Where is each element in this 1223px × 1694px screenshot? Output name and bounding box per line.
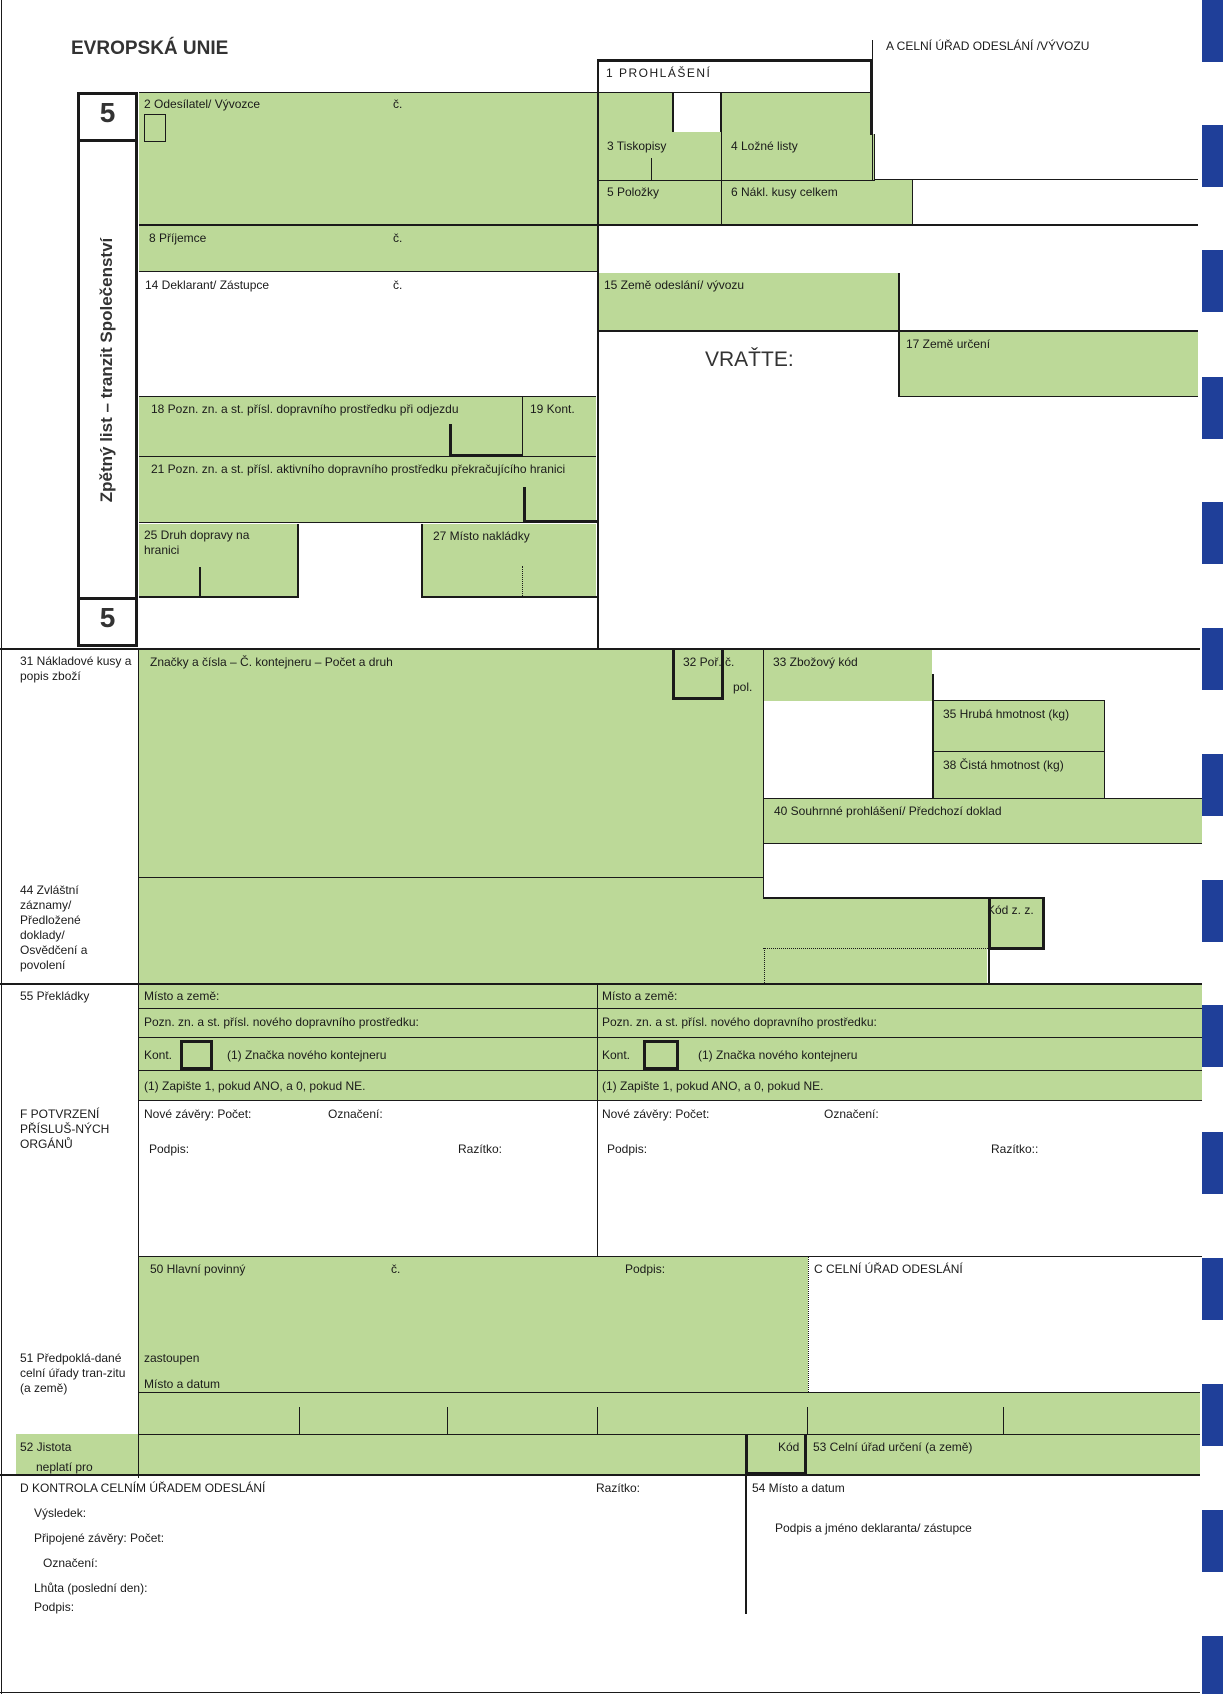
edge-mark (1202, 125, 1223, 187)
seals-count-right: Nové závěry: Počet: (602, 1107, 710, 1121)
box-15-label: 15 Země odeslání/ vývozu (604, 278, 745, 292)
transit-place-left: Místo a země: (144, 989, 220, 1003)
document-title: EVROPSKÁ UNIE (71, 38, 229, 59)
box-53-label: 53 Celní úřad určení (a země) (813, 1440, 973, 1454)
box-52-code-label: Kód (778, 1440, 800, 1454)
box-35-label: 35 Hrubá hmotnost (kg) (943, 707, 1070, 721)
box-d-result: Výsledek: (34, 1506, 87, 1520)
box-40-label: 40 Souhrnné prohlášení/ Předchozí doklad (774, 804, 1002, 818)
box-52-53-field[interactable] (16, 1434, 1200, 1474)
copy-number-bottom-text: 5 (99, 602, 116, 633)
box-d-signature: Podpis: (34, 1600, 75, 1614)
box-32-sublabel: pol. (733, 680, 753, 694)
box-50-signature-label: Podpis: (625, 1262, 666, 1276)
edge-mark (1202, 1510, 1223, 1572)
box-d-seals-marks: Označení: (43, 1556, 98, 1570)
stamp-left: Razítko: (458, 1142, 503, 1156)
box-54-signature: Podpis a jméno deklaranta/ zástupce (775, 1521, 972, 1535)
box-50-number-label: č. (391, 1262, 401, 1276)
box-4-label: 4 Ložné listy (731, 139, 798, 153)
signature-left: Podpis: (149, 1142, 190, 1156)
edge-mark (1202, 250, 1223, 312)
transit-means-right: Pozn. zn. a st. přísl. nového dopravního prostředku: (602, 1015, 877, 1029)
box-55-label: 55 Překládky (20, 989, 90, 1003)
box-31-sublabel: Značky a čísla – Č. kontejneru – Počet a druh (150, 655, 393, 669)
edge-mark (1202, 502, 1223, 564)
box-2-number-label: č. (393, 97, 403, 111)
edge-mark (1202, 754, 1223, 816)
edge-mark (1202, 1258, 1223, 1320)
box-44-right-field[interactable] (763, 897, 987, 983)
edge-mark (1202, 1005, 1223, 1067)
box-d-stamp: Razítko: (596, 1481, 641, 1495)
kont-checkbox-right[interactable] (643, 1040, 679, 1070)
transit-kont-right: Kont. (602, 1048, 631, 1062)
box-2-checkbox[interactable] (144, 114, 166, 142)
box-8-number-label: č. (393, 231, 403, 245)
edge-mark (1202, 1132, 1223, 1194)
box-33-label: 33 Zbožový kód (773, 655, 858, 669)
box-21-label: 21 Pozn. zn. a st. přísl. aktivního dopravního prostředku překračujícího hranici (151, 462, 566, 476)
box-18-label: 18 Pozn. zn. a st. přísl. dopravního prostředku při odjezdu (151, 402, 459, 416)
edge-mark (1202, 1636, 1223, 1694)
return-label: VRAŤTE: (705, 348, 794, 371)
signature-right: Podpis: (607, 1142, 648, 1156)
box-31-label: 31 Nákladové kusy a popis zboží (20, 654, 132, 683)
box-8-field[interactable] (139, 225, 597, 271)
box-51-label: 51 Předpoklá-dané celní úřady tran-zitu (a země) (20, 1351, 126, 1395)
box-21-notch (523, 487, 597, 523)
box-31-field[interactable] (139, 650, 763, 877)
box-19-label: 19 Kont. (530, 402, 575, 416)
box-44-label: 44 Zvláštní záznamy/ Předložené doklady/ Osvědčení a povolení (20, 883, 88, 972)
box-52-sublabel: neplatí pro (36, 1460, 93, 1474)
transit-place-right: Místo a země: (602, 989, 678, 1003)
box-f-label: F POTVRZENÍ PŘÍSLUŠ-NÝCH ORGÁNŮ (20, 1107, 110, 1151)
box-44-code-label: Kód z. z. (987, 903, 1034, 917)
stamp-right: Razítko:: (991, 1142, 1039, 1156)
box-44-field[interactable] (139, 877, 763, 983)
box-d-label: D KONTROLA CELNÍM ÚŘADEM ODESLÁNÍ (20, 1481, 266, 1495)
transit-kont-left: Kont. (144, 1048, 173, 1062)
edge-mark (1202, 0, 1223, 62)
box-c-label: C CELNÍ ÚŘAD ODESLÁNÍ (814, 1262, 963, 1276)
box-2-label: 2 Odesílatel/ Vývozce (144, 97, 261, 111)
box-18-notch (449, 424, 522, 457)
transit-note-right: (1) Zapište 1, pokud ANO, a 0, pokud NE. (602, 1079, 824, 1093)
seals-marks-right: Označení: (824, 1107, 879, 1121)
box-50-represented: zastoupen (144, 1351, 200, 1365)
box-14-number-label: č. (393, 278, 403, 292)
box-8-label: 8 Příjemce (149, 231, 207, 245)
box-50-place-date: Místo a datum (144, 1377, 221, 1391)
kont-checkbox-left[interactable] (180, 1040, 213, 1070)
box-50-label: 50 Hlavní povinný (150, 1262, 246, 1276)
box-2-field[interactable] (139, 92, 597, 225)
edge-mark (1202, 880, 1223, 942)
box-50-field[interactable] (139, 1256, 808, 1392)
box-5-label: 5 Položky (607, 185, 660, 199)
box-38-label: 38 Čistá hmotnost (kg) (943, 758, 1064, 772)
seals-count-left: Nové závěry: Počet: (144, 1107, 252, 1121)
transit-container-right: (1) Značka nového kontejneru (698, 1048, 858, 1062)
copy-number-top-text: 5 (99, 97, 116, 128)
edge-mark (1202, 377, 1223, 439)
box-6-label: 6 Nákl. kusy celkem (731, 185, 838, 199)
edge-mark (1202, 1384, 1223, 1446)
box-d-seals-count: Připojené závěry: Počet: (34, 1531, 165, 1545)
transit-container-left: (1) Značka nového kontejneru (227, 1048, 387, 1062)
box-d-deadline: Lhůta (poslední den): (34, 1581, 148, 1595)
box-25-label: 25 Druh dopravy na hranici (144, 528, 250, 557)
box-52-label: 52 Jistota (20, 1440, 72, 1454)
box-1-label: 1 PROHLÁŠENÍ (606, 66, 712, 80)
box-54-label: 54 Místo a datum (752, 1481, 845, 1495)
transit-means-left: Pozn. zn. a st. přísl. nového dopravního prostředku: (144, 1015, 419, 1029)
seals-marks-left: Označení: (328, 1107, 383, 1121)
box-3-label: 3 Tiskopisy (607, 139, 667, 153)
box-27-label: 27 Místo nakládky (433, 529, 530, 543)
edge-mark (1202, 628, 1223, 690)
transit-note-left: (1) Zapište 1, pokud ANO, a 0, pokud NE. (144, 1079, 366, 1093)
box-32-label: 32 Poř. č. (683, 655, 735, 669)
vertical-title: Zpětný list – tranzit Společenství (97, 237, 116, 503)
box-14-label: 14 Deklarant/ Zástupce (145, 278, 270, 292)
box-a-label: A CELNÍ ÚŘAD ODESLÁNÍ /VÝVOZU (886, 39, 1090, 53)
box-17-label: 17 Země určení (906, 337, 991, 351)
